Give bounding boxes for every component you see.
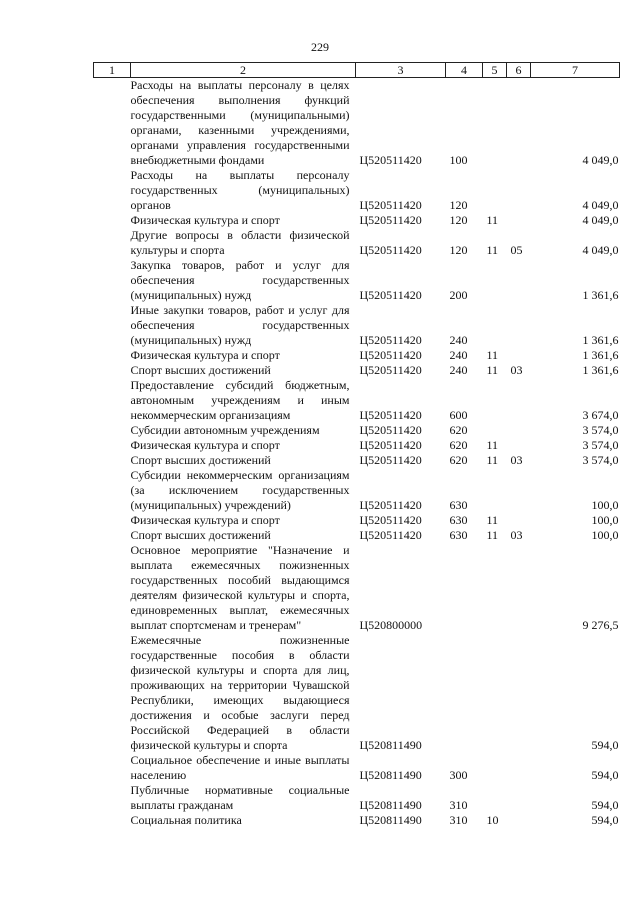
row-target-article: Ц520511420 — [359, 333, 422, 347]
row-description: Основное мероприятие "Назначение и выплата ежемесячных пожизненных государственных пособий выдающимся деятелям физической культуры и спорта, единовременных выплат, ежемесячных выплат спортсменам и тренерам" — [130, 543, 350, 632]
header-col-5: 5 — [483, 63, 507, 78]
row-target-article: Ц520811490 — [359, 738, 422, 752]
table-row — [94, 363, 620, 378]
row-subsection — [507, 543, 531, 633]
row-col-1-cell — [94, 168, 131, 213]
row-target-article: Ц520511420 — [359, 363, 422, 377]
row-description: Социальное обеспечение и иные выплаты населению — [130, 753, 350, 782]
row-description: Субсидии автономным учреждениям — [130, 423, 320, 437]
row-subsection: 03 — [510, 363, 523, 377]
header-col-2: 2 — [131, 63, 356, 78]
row-target-article: Ц520800000 — [359, 618, 423, 632]
row-amount: 4 049,0 — [582, 213, 619, 227]
row-col-1-cell — [94, 258, 131, 303]
row-section: 11 — [486, 243, 499, 257]
header-col-1: 1 — [94, 63, 131, 78]
row-target-article: Ц520511420 — [359, 423, 422, 437]
row-amount: 100,0 — [591, 513, 619, 527]
row-subsection: 05 — [510, 243, 523, 257]
table-row — [94, 753, 620, 783]
row-target-article: Ц520511420 — [359, 528, 422, 542]
table-row — [94, 303, 620, 348]
row-section — [483, 168, 507, 213]
row-section: 11 — [486, 453, 499, 467]
row-description: Другие вопросы в области физической культуры и спорта — [130, 228, 350, 257]
row-col-1-cell — [94, 813, 131, 828]
row-target-article: Ц520511420 — [359, 408, 422, 422]
row-section — [483, 783, 507, 813]
row-subsection — [507, 258, 531, 303]
row-col-1-cell — [94, 783, 131, 813]
row-description: Физическая культура и спорт — [130, 513, 280, 527]
row-section — [483, 543, 507, 633]
table-row — [94, 528, 620, 543]
row-expense-type: 620 — [449, 423, 468, 437]
table-row — [94, 228, 620, 258]
row-subsection: 03 — [510, 528, 523, 542]
row-expense-type: 240 — [449, 363, 468, 377]
row-subsection — [507, 813, 531, 828]
row-target-article: Ц520811490 — [359, 798, 422, 812]
row-section: 11 — [486, 513, 499, 527]
row-target-article: Ц520811490 — [359, 768, 422, 782]
row-amount: 3 574,0 — [582, 438, 619, 452]
row-description: Спорт высших достижений — [130, 453, 271, 467]
row-subsection — [507, 468, 531, 513]
row-subsection — [507, 213, 531, 228]
row-col-1-cell — [94, 378, 131, 423]
header-col-7: 7 — [531, 63, 620, 78]
row-amount: 1 361,6 — [582, 333, 619, 347]
table-row — [94, 438, 620, 453]
row-description: Предоставление субсидий бюджетным, автономным учреждениям и иным некоммерческим организациям — [130, 378, 350, 422]
row-description: Физическая культура и спорт — [130, 348, 280, 362]
row-subsection — [507, 438, 531, 453]
row-col-1-cell — [94, 78, 131, 169]
row-section: 11 — [486, 213, 499, 227]
row-amount: 594,0 — [591, 768, 619, 782]
row-expense-type: 120 — [449, 213, 468, 227]
row-description: Физическая культура и спорт — [130, 213, 280, 227]
row-amount: 3 674,0 — [582, 408, 619, 422]
row-subsection — [507, 513, 531, 528]
row-section: 11 — [486, 528, 499, 542]
row-description: Расходы на выплаты персоналу государственных (муниципальных) органов — [130, 168, 350, 212]
table-row — [94, 213, 620, 228]
row-target-article: Ц520511420 — [359, 348, 422, 362]
row-amount: 1 361,6 — [582, 288, 619, 302]
row-description: Расходы на выплаты персоналу в целях обеспечения выполнения функций государственными (муниципальными) органами, казенными учреждениями, органами управления государственными внебюджетными фондами — [130, 78, 350, 167]
row-target-article: Ц520511420 — [359, 198, 422, 212]
row-description: Ежемесячные пожизненные государственные пособия в области физической культуры и спорта для лиц, проживающих на территории Чувашской Республики, имеющих выдающиеся достижения и особые заслуги перед Российской Федерацией в области физической культуры и спорта — [130, 633, 350, 752]
row-subsection — [507, 378, 531, 423]
table-row — [94, 513, 620, 528]
row-target-article: Ц520511420 — [359, 453, 422, 467]
budget-table — [93, 62, 620, 828]
table-row — [94, 783, 620, 813]
row-expense-type: 200 — [449, 288, 468, 302]
row-col-1-cell — [94, 363, 131, 378]
row-expense-type: 120 — [449, 243, 468, 257]
row-col-1-cell — [94, 528, 131, 543]
row-subsection — [507, 783, 531, 813]
row-subsection — [507, 633, 531, 753]
row-target-article: Ц520511420 — [359, 498, 422, 512]
row-section: 10 — [486, 813, 499, 827]
row-description: Спорт высших достижений — [130, 528, 271, 542]
row-target-article: Ц520811490 — [359, 813, 422, 827]
row-section — [483, 633, 507, 753]
row-expense-type: 100 — [449, 153, 468, 167]
row-section — [483, 468, 507, 513]
header-col-4: 4 — [446, 63, 483, 78]
row-expense-type: 310 — [449, 813, 468, 827]
row-description: Закупка товаров, работ и услуг для обеспечения государственных (муниципальных) нужд — [130, 258, 350, 302]
row-amount: 4 049,0 — [582, 153, 619, 167]
row-expense-type: 620 — [449, 453, 468, 467]
row-amount: 100,0 — [591, 528, 619, 542]
row-section — [483, 78, 507, 169]
row-col-1-cell — [94, 213, 131, 228]
row-col-1-cell — [94, 753, 131, 783]
row-amount: 100,0 — [591, 498, 619, 512]
row-col-1-cell — [94, 453, 131, 468]
row-description: Субсидии некоммерческим организациям (за исключением государственных (муниципальных) учреждений) — [130, 468, 350, 512]
row-amount: 9 276,5 — [582, 618, 619, 632]
row-target-article: Ц520511420 — [359, 153, 422, 167]
row-col-1-cell — [94, 303, 131, 348]
row-amount: 1 361,6 — [582, 348, 619, 362]
row-description: Спорт высших достижений — [130, 363, 271, 377]
row-subsection: 03 — [510, 453, 523, 467]
row-amount: 4 049,0 — [582, 243, 619, 257]
row-subsection — [507, 348, 531, 363]
row-section — [483, 258, 507, 303]
row-expense-type: 600 — [449, 408, 468, 422]
row-target-article: Ц520511420 — [359, 213, 422, 227]
row-subsection — [507, 303, 531, 348]
row-amount: 3 574,0 — [582, 423, 619, 437]
row-amount: 4 049,0 — [582, 198, 619, 212]
table-row — [94, 813, 620, 828]
row-section — [483, 303, 507, 348]
row-col-1-cell — [94, 468, 131, 513]
table-row — [94, 423, 620, 438]
row-col-1-cell — [94, 513, 131, 528]
table-row — [94, 258, 620, 303]
row-col-1-cell — [94, 348, 131, 363]
row-expense-type — [446, 633, 483, 753]
row-expense-type: 630 — [449, 498, 468, 512]
row-col-1-cell — [94, 438, 131, 453]
row-amount: 1 361,6 — [582, 363, 619, 377]
table-header — [94, 63, 620, 78]
row-description: Иные закупки товаров, работ и услуг для обеспечения государственных (муниципальных) нужд — [130, 303, 350, 347]
row-expense-type: 300 — [449, 768, 468, 782]
table-row — [94, 378, 620, 423]
row-amount: 594,0 — [591, 798, 619, 812]
row-expense-type: 240 — [449, 348, 468, 362]
header-col-6: 6 — [507, 63, 531, 78]
row-expense-type: 240 — [449, 333, 468, 347]
row-expense-type — [446, 543, 483, 633]
header-row — [94, 63, 620, 78]
row-target-article: Ц520511420 — [359, 438, 422, 452]
row-amount: 594,0 — [591, 738, 619, 752]
row-expense-type: 120 — [449, 198, 468, 212]
table-row — [94, 543, 620, 633]
page-number: 229 — [311, 40, 329, 54]
row-subsection — [507, 423, 531, 438]
row-description: Физическая культура и спорт — [130, 438, 280, 452]
table-row — [94, 453, 620, 468]
table-body — [94, 78, 620, 829]
row-col-1-cell — [94, 423, 131, 438]
table-row — [94, 78, 620, 169]
row-subsection — [507, 753, 531, 783]
row-target-article: Ц520511420 — [359, 243, 422, 257]
row-target-article: Ц520511420 — [359, 288, 422, 302]
row-section — [483, 423, 507, 438]
row-section — [483, 753, 507, 783]
row-amount: 3 574,0 — [582, 453, 619, 467]
row-section: 11 — [486, 348, 499, 362]
row-expense-type: 630 — [449, 528, 468, 542]
table-row — [94, 168, 620, 213]
row-col-1-cell — [94, 228, 131, 258]
row-expense-type: 310 — [449, 798, 468, 812]
row-amount: 594,0 — [591, 813, 619, 827]
row-description: Публичные нормативные социальные выплаты гражданам — [130, 783, 350, 812]
row-subsection — [507, 78, 531, 169]
row-section: 11 — [486, 363, 499, 377]
row-col-1-cell — [94, 633, 131, 753]
table-row — [94, 348, 620, 363]
row-expense-type: 620 — [449, 438, 468, 452]
row-col-1-cell — [94, 543, 131, 633]
header-col-3: 3 — [356, 63, 446, 78]
row-section — [483, 378, 507, 423]
table-row — [94, 633, 620, 753]
row-description: Социальная политика — [130, 813, 242, 827]
row-section: 11 — [486, 438, 499, 452]
row-target-article: Ц520511420 — [359, 513, 422, 527]
row-expense-type: 630 — [449, 513, 468, 527]
table-row — [94, 468, 620, 513]
row-subsection — [507, 168, 531, 213]
